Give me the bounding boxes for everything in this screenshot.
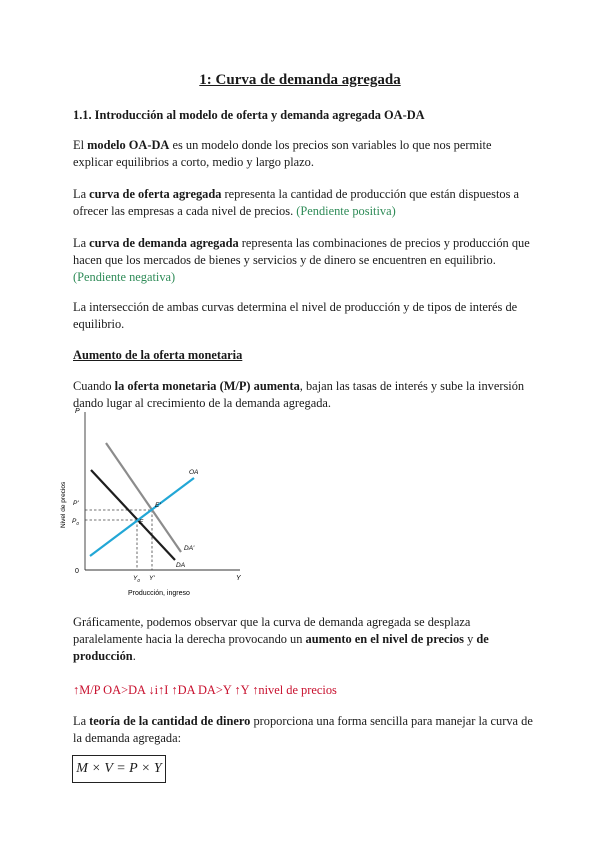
output-label: Producción, ingreso — [128, 590, 190, 597]
paragraph-interseccion: La intersección de ambas curvas determina el nivel de producción y de tipos de interés de equilibrio. — [73, 300, 518, 331]
term-aumento-precios: aumento en el nivel de precios — [305, 632, 464, 646]
term-modelo: modelo OA-DA — [87, 138, 170, 152]
paragraph-teoria: La teoría de la cantidad de dinero proporciona una forma sencilla para manejar la curva de la demanda agregada: — [73, 714, 533, 745]
y0-label: $Y_0$ — [133, 575, 140, 583]
paragraph-oferta: La curva de oferta agregada representa la cantidad de producción que están dispuestos a ofrecer las empresas a cada nivel de precios. (Pendiente positiva) — [73, 187, 520, 218]
p-axis-label: P — [75, 408, 80, 415]
e-prime-label: E' — [155, 502, 161, 509]
term-demanda: curva de demanda agregada — [89, 236, 239, 250]
da-prime-label: DA' — [184, 545, 195, 552]
origin-label: 0 — [75, 568, 79, 575]
page-title: 1: Curva de demanda agregada — [199, 72, 401, 88]
term-produccion: de producción — [73, 632, 489, 663]
y-axis-label: Y — [236, 575, 241, 582]
ad-as-diagram — [55, 400, 255, 600]
subheading-oferta-monetaria: Aumento de la oferta monetaria — [73, 348, 243, 362]
da-label: DA — [176, 562, 186, 569]
price-level-label: Nivel de precios — [60, 481, 67, 528]
oa-label: OA — [189, 469, 199, 476]
note-positive-slope: (Pendiente positiva) — [296, 204, 396, 218]
quantity-theory-formula: M × V = P × Y — [72, 755, 166, 783]
p-prime-label: P' — [73, 500, 79, 507]
oa-curve — [90, 478, 194, 556]
term-teoria-cantidad: teoría de la cantidad de dinero — [89, 714, 251, 728]
paragraph-demanda: La curva de demanda agregada representa las combinaciones de precios y producción que hacen que los mercados de bienes y servicios y de dinero se encuentren en equilibrio. (Pendiente negativa) — [73, 236, 530, 284]
p0-label: $P_0$ — [72, 518, 79, 526]
paragraph-cuando: Cuando la oferta monetaria (M/P) aumenta, bajan las tasas de interés y sube la inversión dando lugar al crecimiento de la demanda agregada. — [73, 379, 525, 410]
term-oferta: curva de oferta agregada — [89, 187, 222, 201]
paragraph-graficamente: Gráficamente, podemos observar que la curva de demanda agregada se desplaza paralelamente hacia la derecha provocando un aumento en el nivel de precios y de producción. — [73, 615, 489, 663]
note-negative-slope: (Pendiente negativa) — [73, 270, 176, 284]
section-heading: 1.1. Introducción al modelo de oferta y demanda agregada OA-DA — [73, 108, 425, 122]
term-oferta-monetaria: la oferta monetaria (M/P) aumenta — [114, 379, 300, 393]
e-label: E — [139, 519, 144, 526]
causal-chain: ↑M/P OA>DA ↓i↑I ↑DA DA>Y ↑Y ↑nivel de precios — [73, 683, 337, 697]
y-prime-label: Y' — [149, 575, 155, 582]
paragraph-modelo: El modelo OA-DA es un modelo donde los precios son variables lo que nos permite explicar equilibrios a corto, medio y largo plazo. — [73, 138, 492, 169]
